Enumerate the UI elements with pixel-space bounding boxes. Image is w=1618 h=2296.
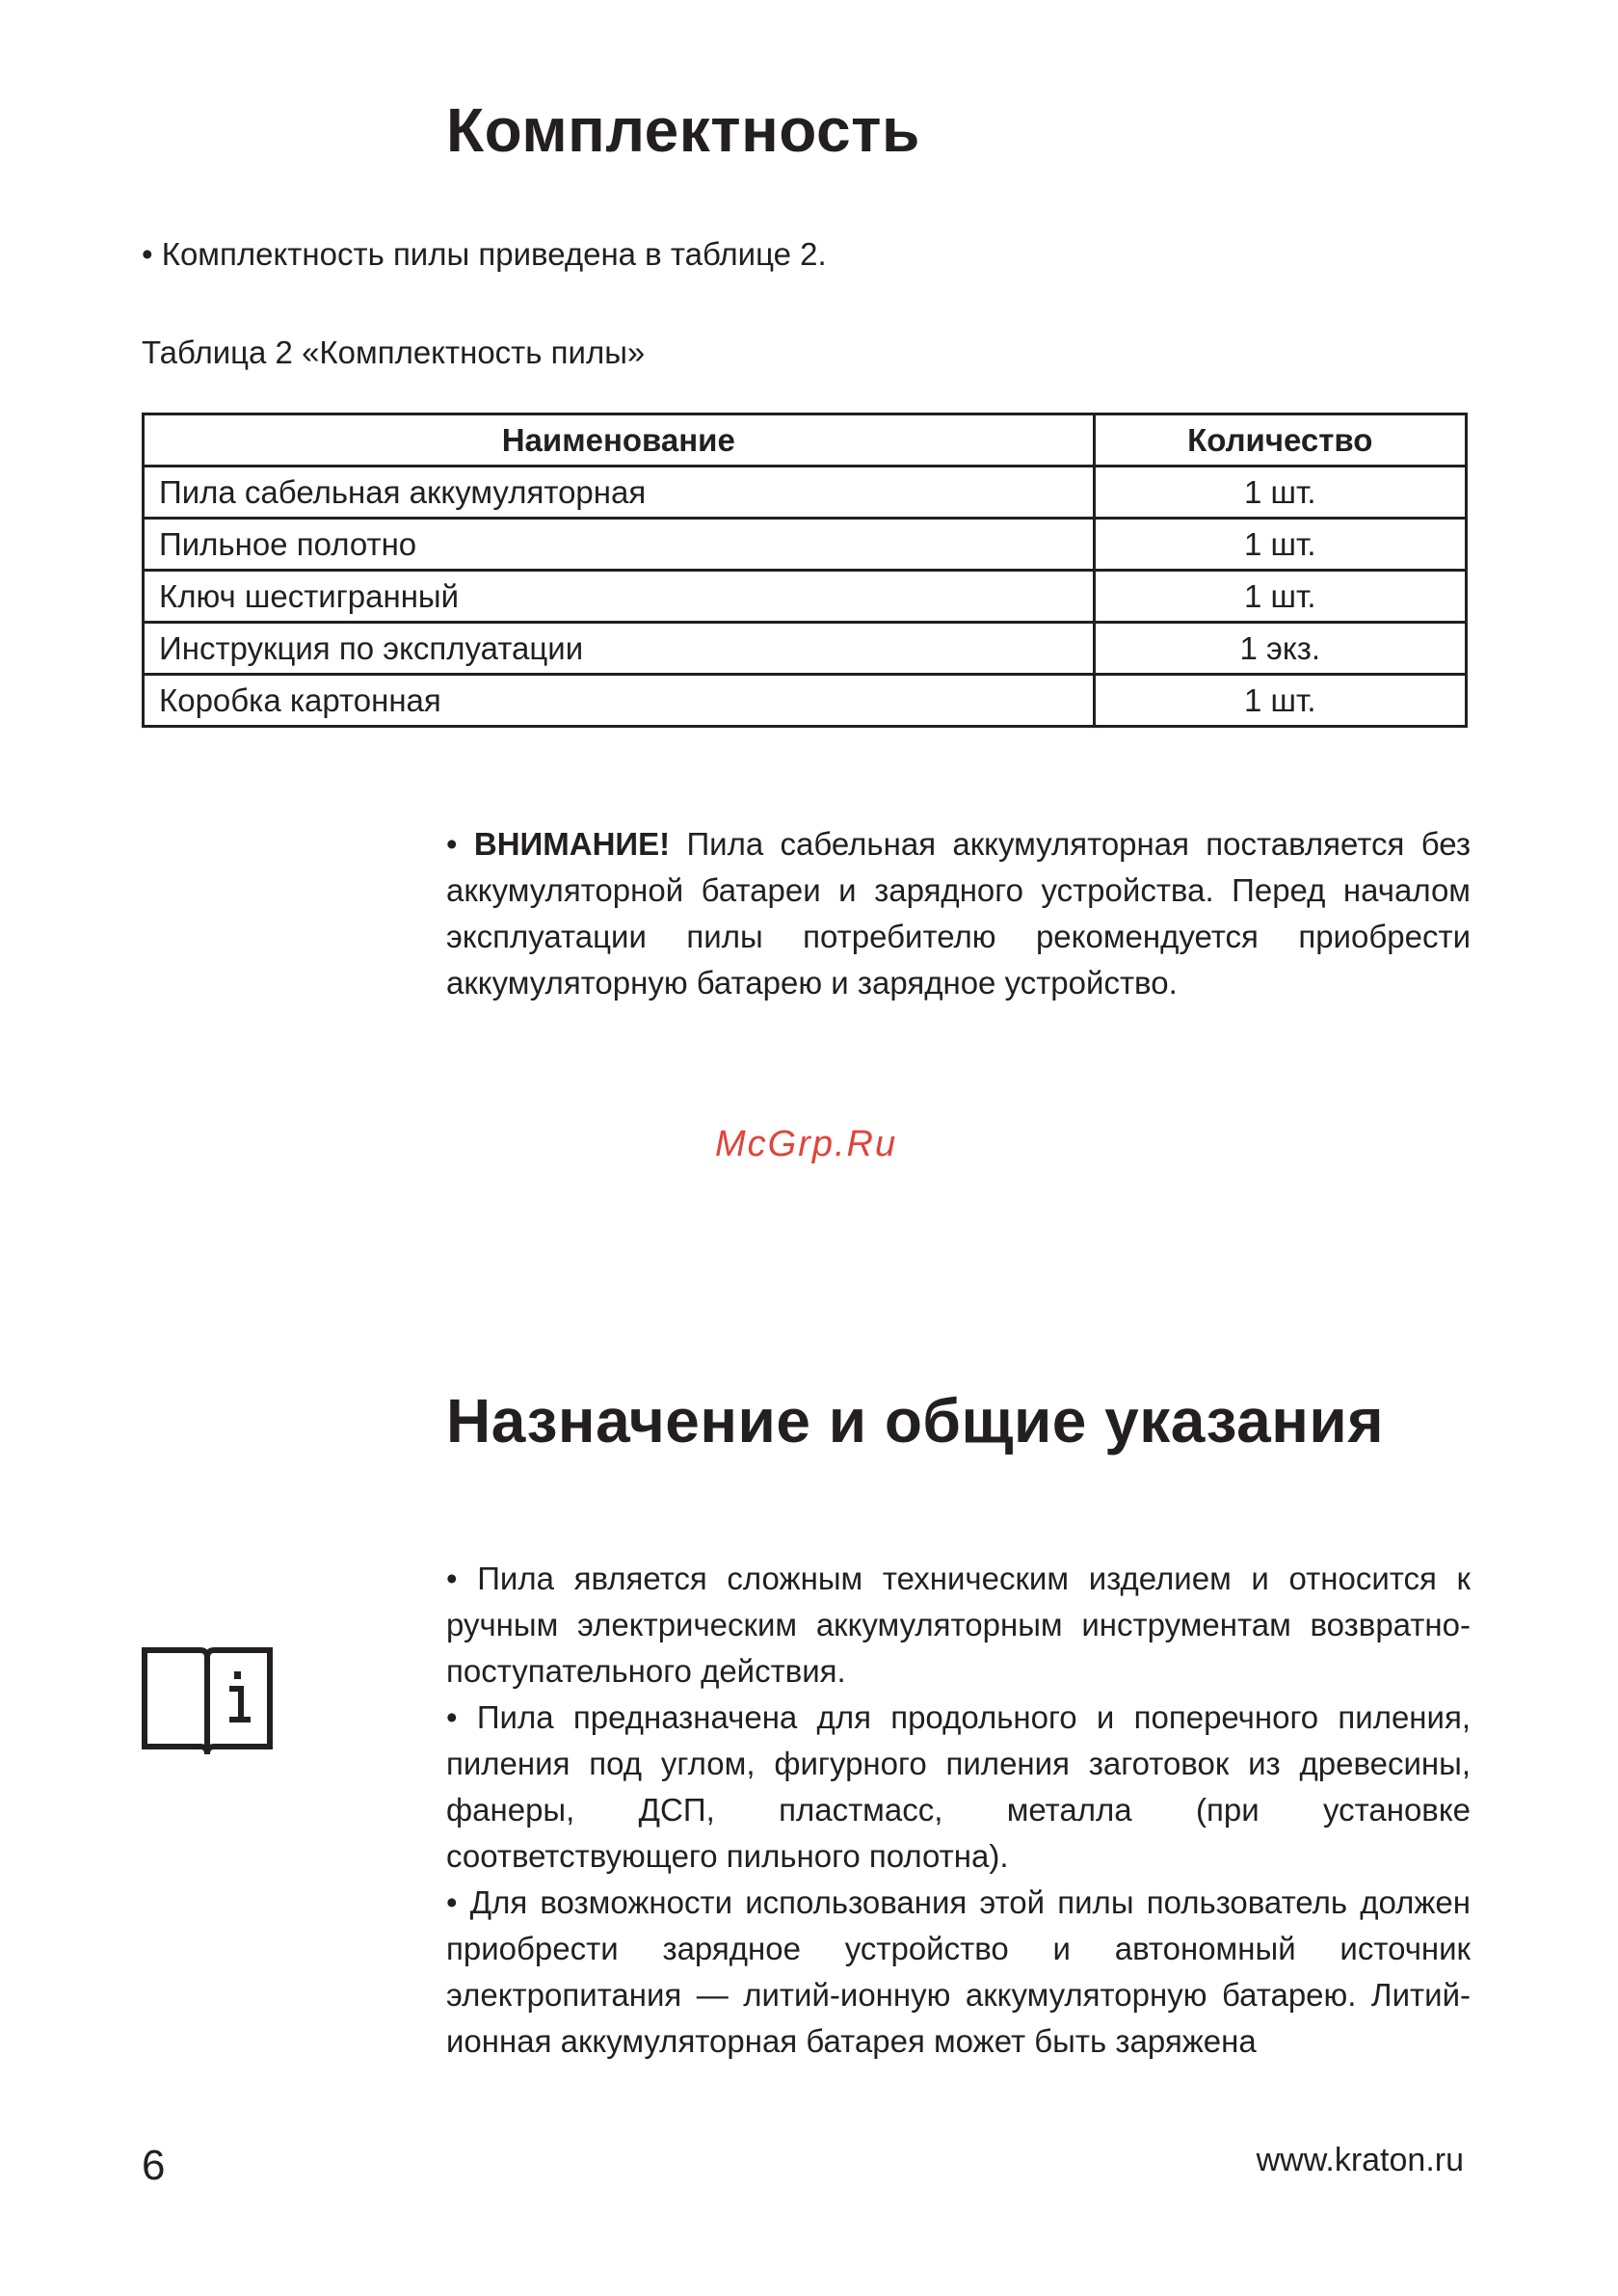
column-header-name: Наименование: [144, 414, 1095, 467]
table-row: [144, 571, 1467, 623]
page-number: 6: [142, 2142, 166, 2189]
manual-info-icon: [141, 1642, 274, 1758]
warning-bullet: •: [446, 826, 474, 862]
purpose-paragraph: • Пила предназначена для продольного и поперечного пиления, пиления под углом, фигурного пиления заготовок из древесины, фанеры, ДСП, пластмасс, металла (при установке соответствующего пильного полотна).: [446, 1699, 1471, 1874]
table-row: [144, 519, 1467, 571]
purpose-paragraph: • Для возможности использования этой пилы пользователь должен приобрести зарядное устройство и автономный источник электропитания — литий-ионную аккумуляторную батарею. Литий-ионная аккумуляторная батарея может быть заряжена: [446, 1884, 1471, 2059]
warning-label: ВНИМАНИЕ!: [473, 826, 671, 862]
table-caption: Таблица 2 «Комплектность пилы»: [142, 334, 646, 370]
section-title-completeness: Комплектность: [446, 95, 920, 165]
warning-paragraph: [446, 821, 1471, 1006]
item-quantity: 1 шт.: [1094, 467, 1466, 519]
table-row: [144, 675, 1467, 727]
item-name: Пильное полотно: [144, 519, 1095, 571]
item-quantity: 1 экз.: [1094, 623, 1466, 675]
purpose-bullets: [446, 1556, 1471, 2065]
item-name: Инструкция по эксплуатации: [144, 623, 1095, 675]
completeness-intro: • Комплектность пилы приведена в таблице 2.: [142, 236, 827, 272]
section-title-purpose: Назначение и общие указания: [446, 1386, 1385, 1455]
purpose-paragraph: • Пила является сложным техническим изделием и относится к ручным электрическим аккумуляторным инструментам возвратно-поступательного действия.: [446, 1561, 1471, 1689]
item-quantity: 1 шт.: [1094, 571, 1466, 623]
item-name: Пила сабельная аккумуляторная: [144, 467, 1095, 519]
completeness-table: [142, 413, 1468, 728]
watermark: McGrp.Ru: [715, 1124, 898, 1164]
item-quantity: 1 шт.: [1094, 675, 1466, 727]
table-row: [144, 623, 1467, 675]
item-name: Коробка картонная: [144, 675, 1095, 727]
item-quantity: 1 шт.: [1094, 519, 1466, 571]
column-header-quantity: Количество: [1094, 414, 1466, 467]
table-row: [144, 467, 1467, 519]
footer-url: www.kraton.ru: [1256, 2142, 1464, 2178]
warning-text: Пила сабельная аккумуляторная поставляется без аккумуляторной батареи и зарядного устройства. Перед началом эксплуатации пилы потребителю рекомендуется приобрести аккумуляторную батарею и зарядное устройство.: [446, 826, 1471, 1001]
table-header-row: [144, 414, 1467, 467]
item-name: Ключ шестигранный: [144, 571, 1095, 623]
